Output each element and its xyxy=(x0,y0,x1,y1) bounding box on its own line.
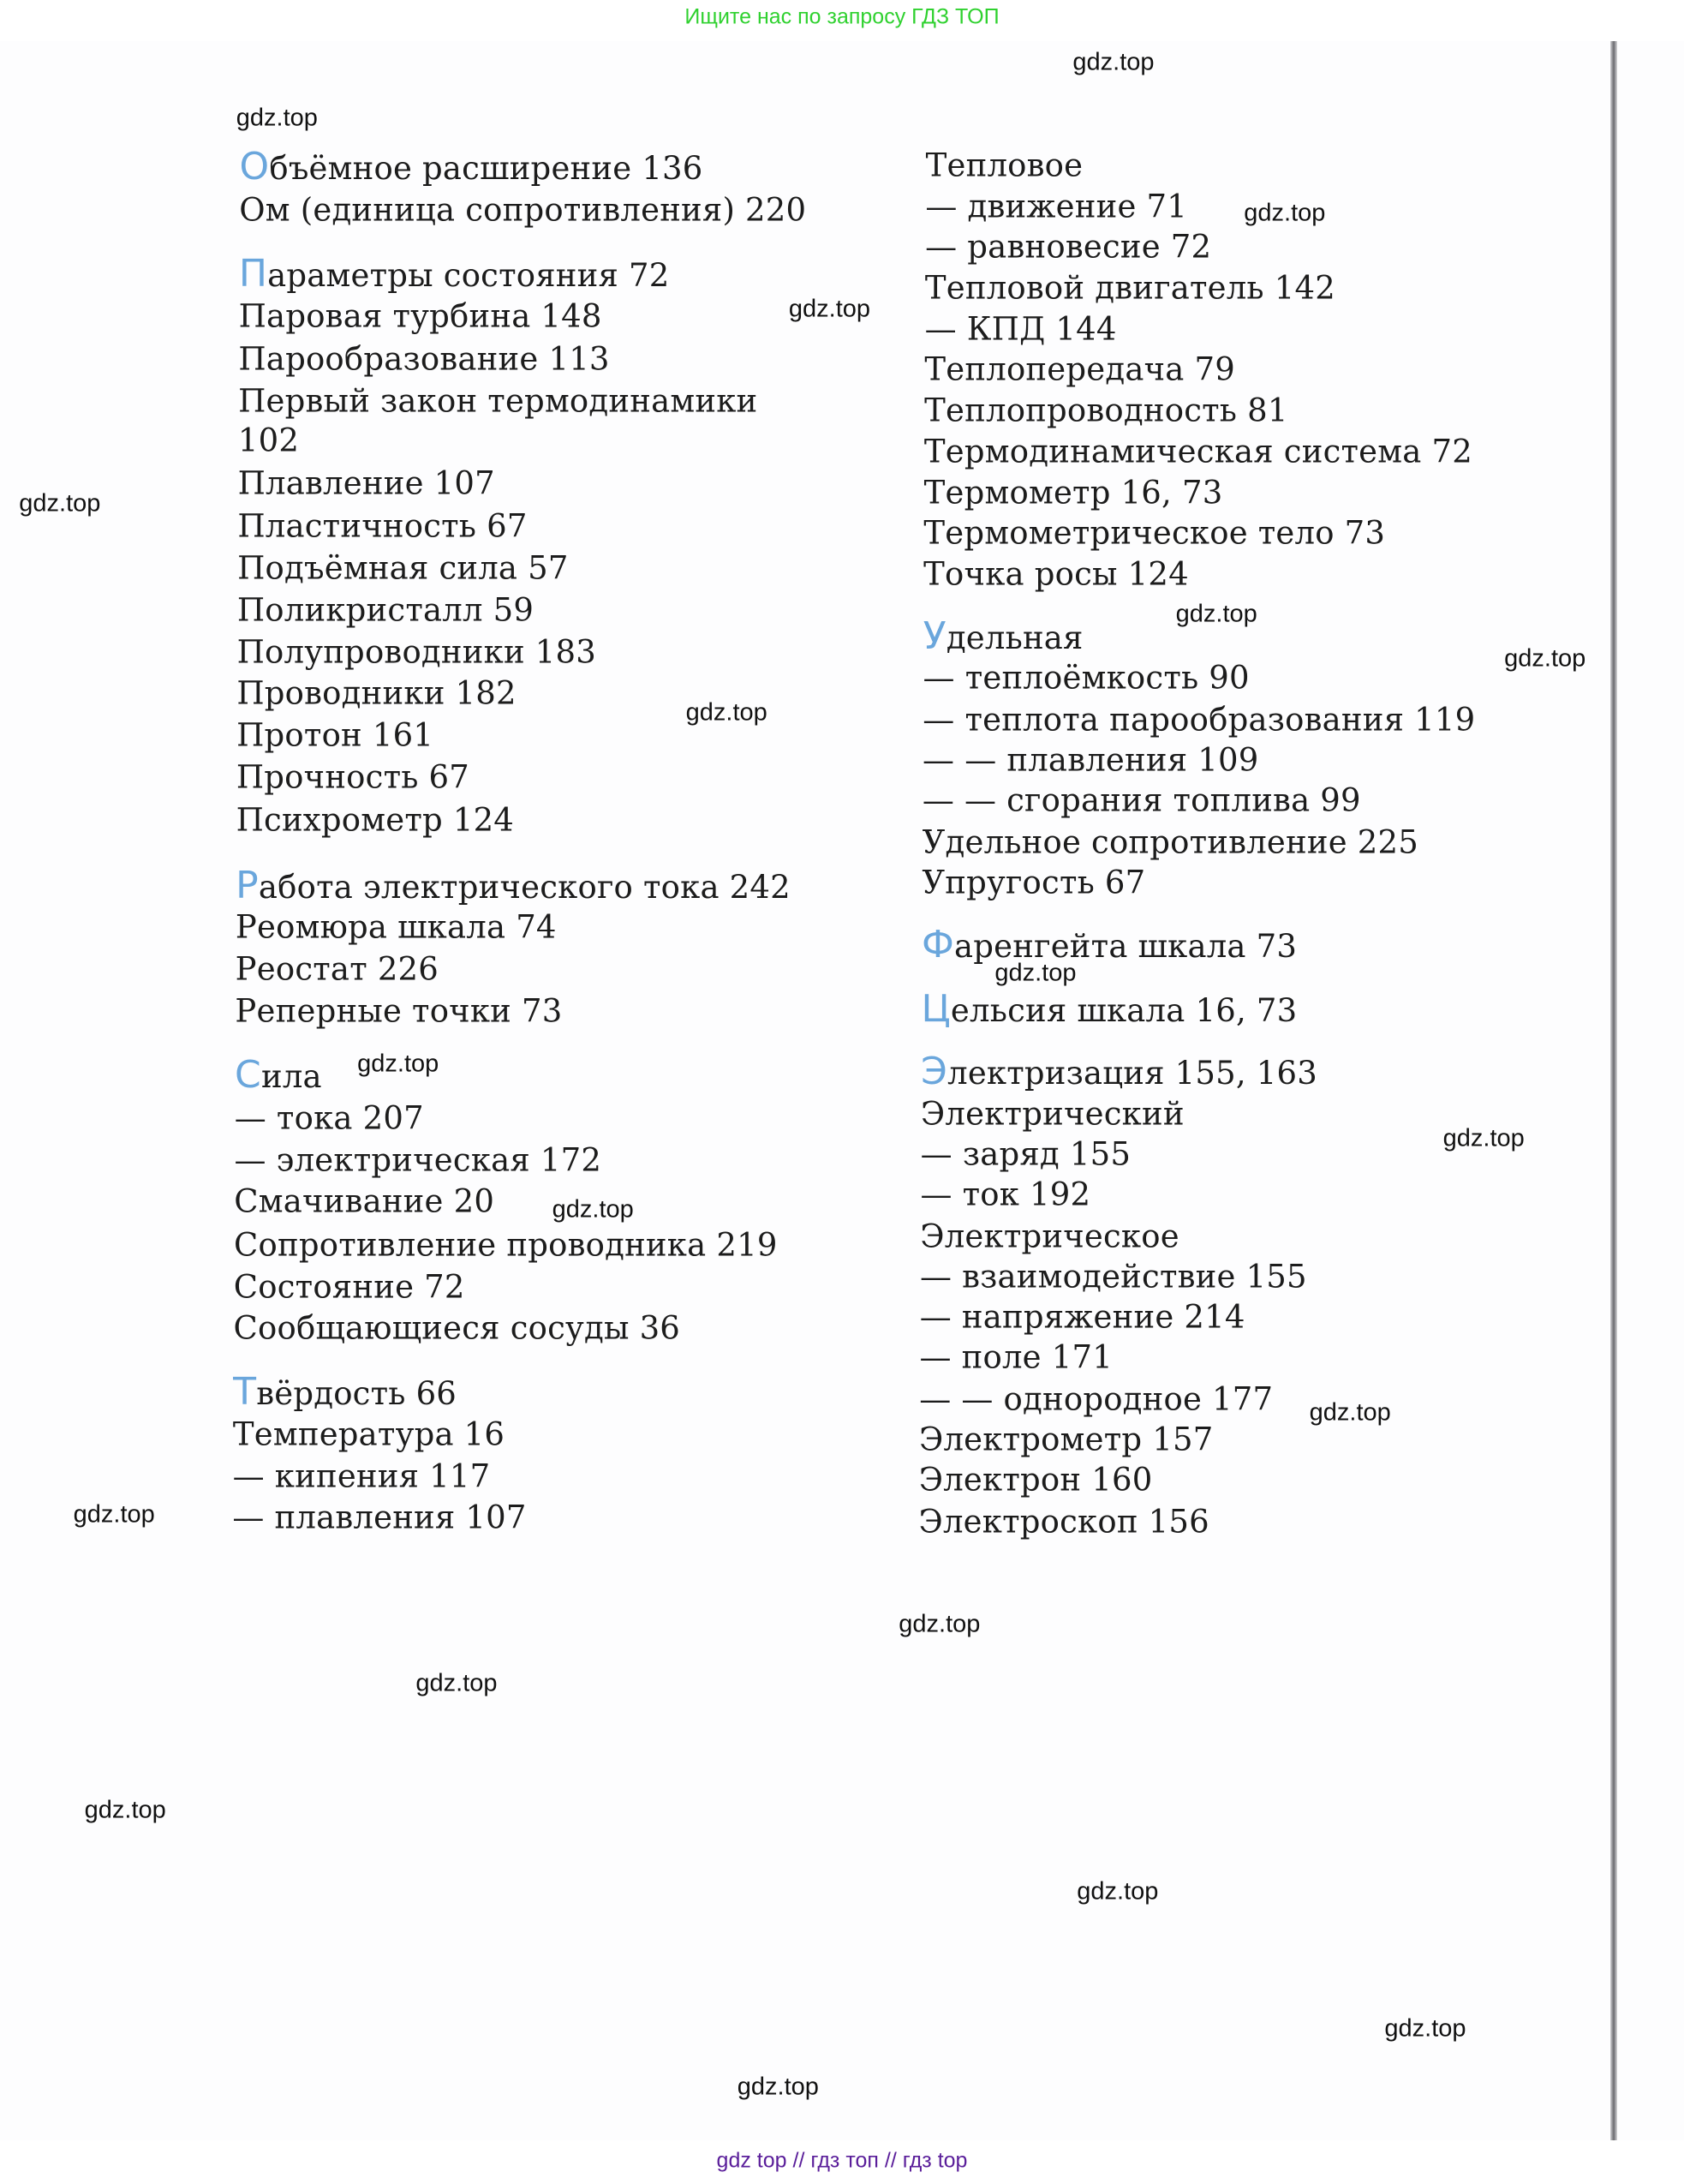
watermark: gdz.top xyxy=(1072,48,1155,76)
index-entry xyxy=(924,350,1235,388)
index-entry xyxy=(919,1380,1274,1418)
index-entry-text: — теплота парообразования 119 xyxy=(923,701,1476,739)
index-entry xyxy=(919,1298,1245,1336)
index-entry-text: — движение 71 xyxy=(925,188,1188,224)
index-entry xyxy=(234,1182,495,1220)
index-entry-text: — поле 171 xyxy=(919,1338,1113,1376)
index-entry xyxy=(924,269,1335,307)
index-entry-text: Электрометр 157 xyxy=(918,1421,1214,1458)
index-entry-text: лектризация 155, 163 xyxy=(947,1055,1318,1092)
index-entry-text: — напряжение 214 xyxy=(919,1298,1245,1336)
watermark: gdz.top xyxy=(685,698,767,727)
index-entry xyxy=(925,190,1187,222)
index-entry-text: Пластичность 67 xyxy=(237,507,528,545)
index-entry-text: 102 xyxy=(237,422,300,458)
index-entry xyxy=(235,992,563,1030)
index-entry-text: ельсия шкала 16, 73 xyxy=(950,992,1298,1030)
index-entry-text: Психрометр 124 xyxy=(236,801,515,839)
index-entry-text: Проводники 182 xyxy=(236,674,517,712)
index-entry-text: Сопротивление проводника 219 xyxy=(234,1226,778,1264)
index-entry xyxy=(922,864,1146,901)
index-entry-text: аренгейта шкала 73 xyxy=(954,928,1298,966)
index-entry xyxy=(234,1099,424,1137)
index-entry xyxy=(918,1421,1214,1458)
index-entry xyxy=(236,758,470,796)
section-initial-letter: С xyxy=(235,1052,261,1097)
index-entry xyxy=(233,1309,681,1347)
watermark: gdz.top xyxy=(788,295,871,323)
index-entry xyxy=(233,1370,457,1414)
index-entry xyxy=(237,507,528,545)
index-entry xyxy=(239,191,807,229)
index-entry-text: Плавление 107 xyxy=(237,464,495,502)
index-entry-text: — — плавления 109 xyxy=(923,741,1259,779)
index-entry-text: — тока 207 xyxy=(234,1099,424,1137)
index-entry xyxy=(233,1268,465,1305)
watermark: gdz.top xyxy=(1442,1124,1525,1152)
index-entry xyxy=(232,1457,491,1494)
index-entry-text: — взаимодействие 155 xyxy=(919,1258,1307,1295)
index-entry xyxy=(920,1135,1132,1173)
index-entry-text: — — сгорания топлива 99 xyxy=(922,781,1361,819)
index-entry xyxy=(919,1258,1307,1295)
section-initial-letter: Т xyxy=(233,1370,257,1414)
index-entry xyxy=(919,1338,1113,1376)
index-entry-text: Электрон 160 xyxy=(918,1461,1153,1499)
index-entry-text: Электрическое xyxy=(920,1218,1179,1255)
index-entry xyxy=(238,382,758,420)
index-entry-text: абота электрического тока 242 xyxy=(258,868,791,906)
index-entry xyxy=(232,1415,505,1453)
bottom-banner: gdz top // гдз топ // гдз top xyxy=(716,2148,968,2173)
index-entry xyxy=(236,591,534,629)
index-entry-text: Прочность 67 xyxy=(236,758,470,796)
index-entry xyxy=(924,310,1117,347)
index-entry xyxy=(923,659,1250,697)
index-entry xyxy=(235,950,439,988)
index-entry-text: — ток 192 xyxy=(920,1176,1091,1213)
watermark: gdz.top xyxy=(84,1796,166,1823)
index-entry-text: Теплопередача 79 xyxy=(924,350,1235,388)
index-entry-text: — заряд 155 xyxy=(920,1135,1132,1173)
index-entry xyxy=(232,1499,527,1536)
watermark: gdz.top xyxy=(899,1610,981,1638)
index-entry xyxy=(921,1050,1318,1094)
index-entry xyxy=(923,474,1223,512)
index-entry-text: Тепловое xyxy=(925,147,1084,184)
index-entry xyxy=(238,252,670,296)
index-entry-text: Реомюра шкала 74 xyxy=(235,908,557,946)
index-entry-text: Первый закон термодинамики xyxy=(238,382,758,420)
watermark: gdz.top xyxy=(994,959,1077,987)
watermark: gdz.top xyxy=(73,1500,155,1529)
index-entry xyxy=(923,555,1189,592)
section-initial-letter: Р xyxy=(236,863,259,907)
top-banner: Ищите нас по запросу ГДЗ ТОП xyxy=(684,4,1000,29)
index-entry xyxy=(921,987,1298,1032)
index-entry xyxy=(923,701,1476,739)
index-entry-text: Электроскоп 156 xyxy=(918,1503,1209,1541)
index-entry xyxy=(920,1218,1179,1255)
watermark: gdz.top xyxy=(1309,1398,1391,1427)
index-entry xyxy=(923,514,1386,552)
index-entry-text: Протон 161 xyxy=(236,716,434,754)
index-entry-text: Термодинамическая система 72 xyxy=(923,433,1472,470)
index-entry-text: — плавления 107 xyxy=(232,1499,527,1536)
section-initial-letter: У xyxy=(923,613,947,658)
page-edge xyxy=(1610,41,1617,2140)
index-entry-text: Электрический xyxy=(920,1095,1185,1133)
index-entry xyxy=(236,633,596,670)
index-entry-text: — кипения 117 xyxy=(232,1457,491,1494)
watermark: gdz.top xyxy=(1175,600,1257,628)
watermark: gdz.top xyxy=(737,2073,819,2101)
index-entry xyxy=(922,823,1419,861)
index-entry xyxy=(236,674,517,712)
index-entry xyxy=(234,1141,602,1179)
index-entry xyxy=(236,801,515,839)
index-entry-text: Состояние 72 xyxy=(233,1268,465,1305)
index-entry-text: — равновесие 72 xyxy=(925,228,1212,266)
index-entry-text: Поликристалл 59 xyxy=(236,591,534,629)
index-entry-text: Точка росы 124 xyxy=(923,555,1189,592)
watermark: gdz.top xyxy=(1244,199,1326,227)
section-initial-letter: Ц xyxy=(921,987,951,1032)
index-entry-text: Паровая турбина 148 xyxy=(238,297,602,335)
index-entry-text: Удельное сопротивление 225 xyxy=(922,823,1419,861)
watermark: gdz.top xyxy=(357,1050,439,1077)
index-entry xyxy=(921,923,1298,967)
section-initial-letter: Э xyxy=(921,1050,948,1094)
index-entry xyxy=(918,1461,1153,1499)
watermark: gdz.top xyxy=(1384,2014,1466,2043)
index-entry-text: Парообразование 113 xyxy=(238,340,610,378)
index-entry xyxy=(922,781,1361,819)
section-initial-letter: П xyxy=(238,252,268,296)
index-entry-text: Тепловой двигатель 142 xyxy=(924,269,1335,307)
index-entry xyxy=(238,297,602,335)
index-entry xyxy=(237,549,569,587)
index-entry xyxy=(239,145,703,188)
index-entry-text: Теплопроводность 81 xyxy=(924,392,1288,429)
index-entry xyxy=(923,741,1259,779)
index-entry-text: Термометрическое тело 73 xyxy=(923,514,1386,552)
index-entry xyxy=(237,464,495,502)
index-entry-text: Полупроводники 183 xyxy=(236,633,596,670)
index-entry-text: Реостат 226 xyxy=(235,950,439,988)
watermark: gdz.top xyxy=(19,489,101,518)
index-entry xyxy=(918,1503,1209,1541)
index-entry-text: бъёмное расширение 136 xyxy=(269,150,703,187)
index-entry-text: — КПД 144 xyxy=(924,310,1117,347)
section-initial-letter: О xyxy=(239,145,270,188)
index-entry-text: — теплоёмкость 90 xyxy=(923,659,1250,697)
index-entry-text: — электрическая 172 xyxy=(234,1141,602,1179)
watermark: gdz.top xyxy=(552,1195,634,1224)
index-entry xyxy=(923,433,1472,470)
index-entry xyxy=(234,1226,778,1264)
index-entry-text: Сообщающиеся сосуды 36 xyxy=(233,1309,681,1347)
index-entry xyxy=(925,228,1212,266)
index-entry xyxy=(920,1095,1185,1133)
watermark: gdz.top xyxy=(1077,1877,1159,1906)
index-entry-text: — — однородное 177 xyxy=(919,1380,1274,1418)
index-entry-text: Смачивание 20 xyxy=(234,1182,495,1220)
index-entry xyxy=(924,392,1288,429)
index-entry-text: араметры состояния 72 xyxy=(267,257,670,295)
index-entry-text: Упругость 67 xyxy=(922,864,1146,901)
index-entry-text: ила xyxy=(260,1057,322,1095)
index-entry-text: Ом (единица сопротивления) 220 xyxy=(239,191,807,229)
index-entry-text: Термометр 16, 73 xyxy=(923,474,1223,512)
index-entry xyxy=(235,1052,322,1097)
index-entry xyxy=(235,908,557,946)
index-entry xyxy=(238,424,299,456)
index-entry-text: Температура 16 xyxy=(232,1415,505,1453)
index-entry xyxy=(236,716,434,754)
index-entry xyxy=(925,147,1084,184)
index-entry xyxy=(236,863,791,907)
index-entry-text: Подъёмная сила 57 xyxy=(237,549,569,587)
section-initial-letter: Ф xyxy=(921,923,955,967)
index-entry xyxy=(923,613,1084,658)
watermark: gdz.top xyxy=(415,1669,498,1697)
watermark: gdz.top xyxy=(1504,644,1586,673)
index-entry-text: дельная xyxy=(946,619,1084,656)
index-entry xyxy=(238,340,610,378)
watermark: gdz.top xyxy=(236,104,318,132)
index-entry xyxy=(920,1176,1091,1213)
index-entry-text: Реперные точки 73 xyxy=(235,992,563,1030)
index-entry-text: вёрдость 66 xyxy=(256,1375,457,1412)
